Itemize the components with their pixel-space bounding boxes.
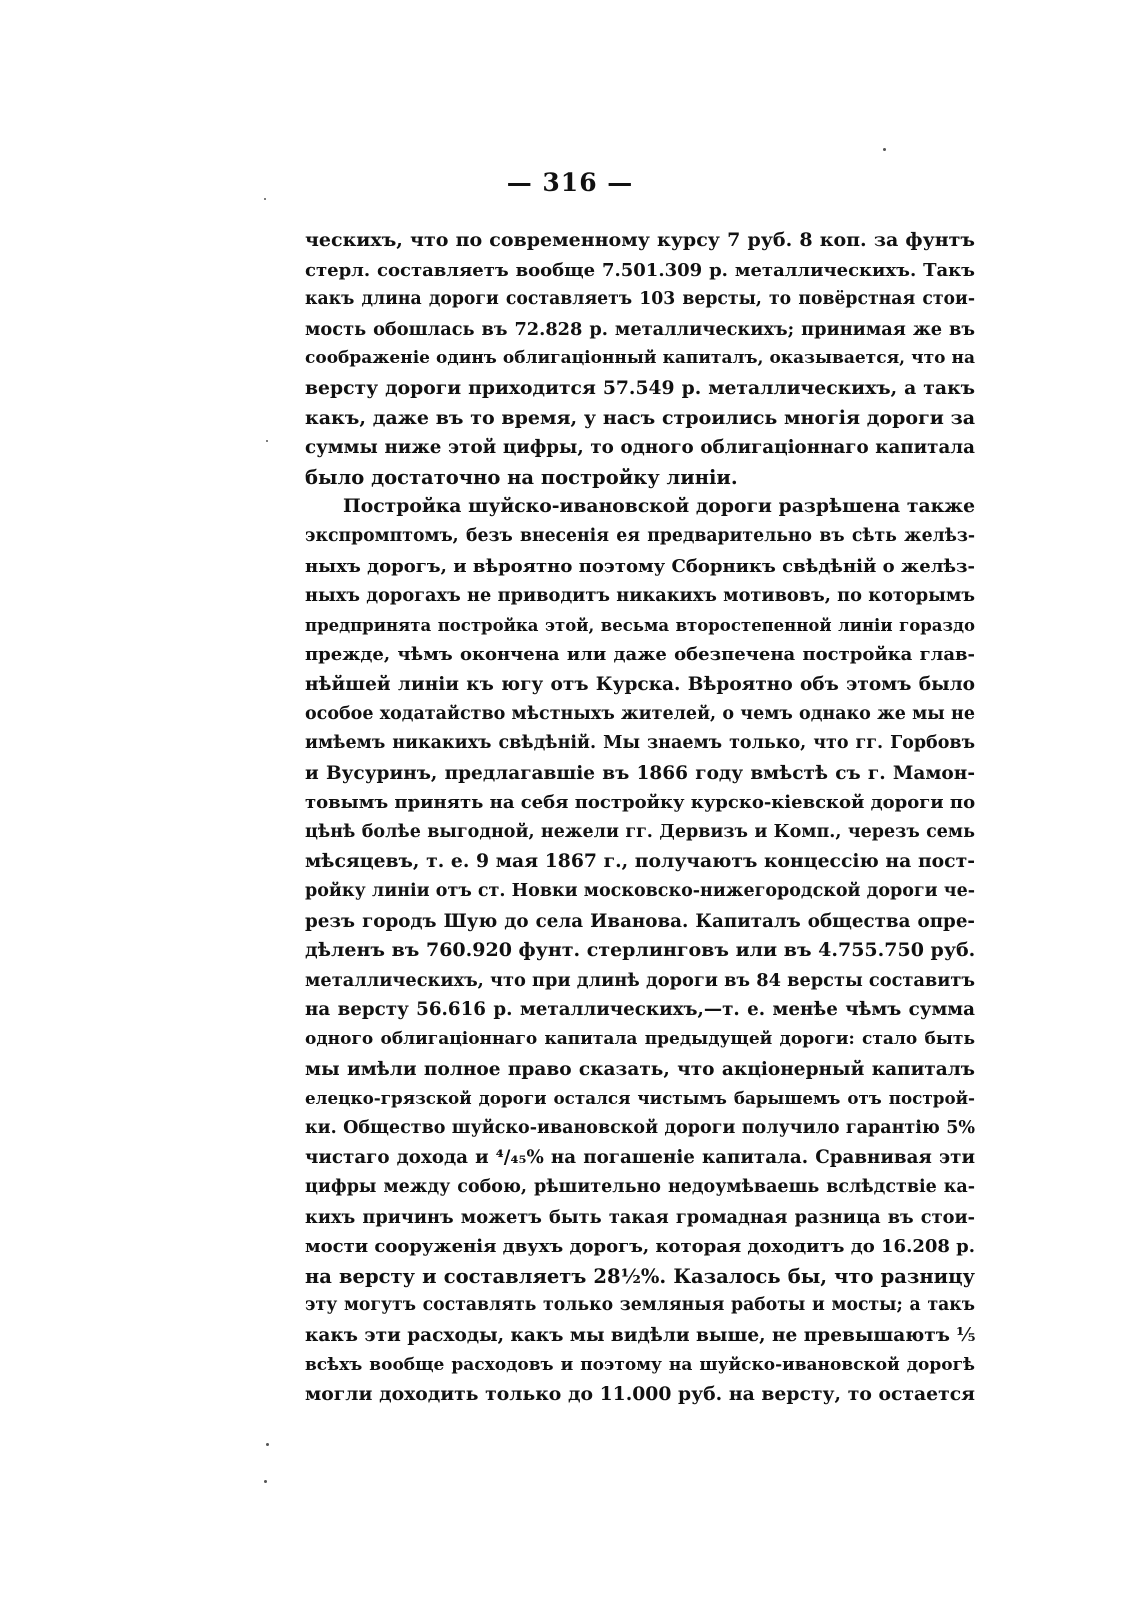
text-line: и Вусуринъ, предлагавшіе въ 1866 году вмѣстѣ съ г. Мамон- [305,762,975,784]
text-line: ройку линіи отъ ст. Новки московско-нижегородской дороги че- [305,881,975,902]
text-line: предпринята постройка этой, весьма второстепенной линіи гораздо [305,615,975,635]
text-line: всѣхъ вообще расходовъ и поэтому на шуйско-ивановской дорогѣ [305,1354,975,1375]
text-line: суммы ниже этой цифры, то одного облигаціоннаго капитала [305,437,975,459]
text-line: имѣемъ никакихъ свѣдѣній. Мы знаемъ только, что гг. Горбовъ [305,733,975,754]
text-line: какъ длина дороги составляетъ 103 версты, то повёрстная стои- [305,289,975,310]
text-line: мы имѣли полное право сказать, что акціонерный капиталъ [305,1058,975,1080]
scan-speck [264,198,266,200]
text-line: ки. Общество шуйско-ивановской дороги получило гарантію 5% [305,1117,975,1138]
text-line: на версту 56.616 р. металлическихъ,—т. е. менѣе чѣмъ сумма [305,999,975,1021]
text-line: нѣйшей линіи къ югу отъ Курска. Вѣроятно объ этомъ было [305,673,975,695]
text-line: какъ, даже въ то время, у насъ строились многія дороги за [305,406,975,429]
text-line: резъ городъ Шую до села Иванова. Капиталъ общества опре- [305,910,975,932]
text-line: экспромптомъ, безъ внесенія ея предварительно въ сѣть желѣз- [305,525,975,546]
text-line: какъ эти расходы, какъ мы видѣли выше, не превышаютъ ⅕ [305,1324,976,1346]
text-line: елецко-грязской дороги остался чистымъ барышемъ отъ построй- [305,1088,975,1109]
text-line: мѣсяцевъ, т. е. 9 мая 1867 г., получаютъ концессію на пост- [305,850,975,873]
text-line: металлическихъ, что при длинѣ дороги въ 84 версты составитъ [305,969,975,991]
scan-speck [266,1443,269,1446]
text-line: цѣнѣ болѣе выгодной, нежели гг. Дервизъ и Комп., черезъ семь [305,821,975,842]
text-line: прежде, чѣмъ окончена или даже обезпечена постройка глав- [305,644,975,666]
text-line: чистаго дохода и ⁴/₄₅% на погашеніе капитала. Сравнивая эти [305,1147,975,1169]
text-line: эту могутъ составлять только земляныя работы и мосты; а такъ [305,1295,975,1316]
text-line: ныхъ дорогахъ не приводитъ никакихъ мотивовъ, по которымъ [305,585,975,607]
text-line: ныхъ дорогъ, и вѣроятно поэтому Сборникъ свѣдѣній о желѣз- [305,555,975,577]
scan-speck [264,1480,267,1483]
scan-speck [883,148,886,151]
text-line: товымъ принять на себя постройку курско-кіевской дороги по [305,792,976,814]
text-line: одного облигаціоннаго капитала предыдущей дороги: стало быть [305,1029,975,1050]
text-line: дѣленъ въ 760.920 фунт. стерлинговъ или въ 4.755.750 руб. [305,939,976,962]
scan-speck [266,440,268,442]
page-number: — 316 — [506,168,634,197]
text-line: мости сооруженія двухъ дорогъ, которая доходитъ до 16.208 р. [305,1236,976,1258]
body-text [305,226,975,1410]
text-line: кихъ причинъ можетъ быть такая громадная разница въ стои- [305,1206,975,1228]
text-line: версту дороги приходится 57.549 р. металлическихъ, а такъ [305,376,975,399]
text-line: могли доходить только до 11.000 руб. на версту, то остается [305,1383,975,1406]
paragraph-start-line: Постройка шуйско-ивановской дороги разрѣшена также [343,495,975,518]
text-line: на версту и составляетъ 28½%. Казалось бы, что разницу [305,1264,975,1288]
text-line: мость обошлась въ 72.828 р. металлическихъ; принимая же въ [305,318,975,340]
text-line: цифры между собою, рѣшительно недоумѣваешь вслѣдствіе ка- [305,1177,975,1197]
text-line: было достаточно на постройку линіи. [305,465,738,489]
text-line: особое ходатайство мѣстныхъ жителей, о чемъ однако же мы не [305,703,975,724]
text-line: ческихъ, что по современному курсу 7 руб. 8 коп. за фунтъ [305,229,975,251]
text-line: соображеніе одинъ облигаціонный капиталъ, оказывается, что на [305,348,975,369]
text-line: стерл. составляетъ вообще 7.501.309 р. металлическихъ. Такъ [305,259,975,281]
